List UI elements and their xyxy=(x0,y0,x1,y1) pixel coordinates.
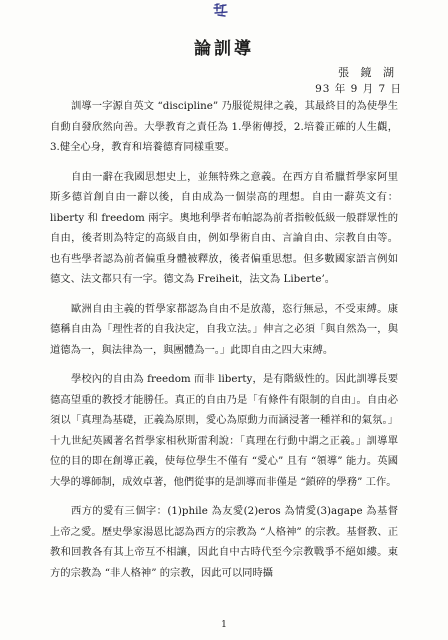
paragraph: 訓導一字源自英文 “discipline” 乃服從規律之義，其最終目的為使學生自動自發欣然向善。大學教育之責任為 1.學術傳授，2.培養正確的人生觀，3.健全心身，教育和培養德育同樣重要。 xyxy=(50,100,398,153)
document-body xyxy=(50,96,398,592)
page-number: 1 xyxy=(221,620,227,630)
paragraph: 西方的愛有三個字：(1)phile 為友愛(2)eros 為情愛(3)agape 為基督上帝之愛。歷史學家湯恩比認為西方的宗教為 “人格神” 的宗教。基督教、正教和回教各有其上帝互不相讓，因此自中古時代至今宗教戰爭不絕如縷。東方的宗教為 “非人格神” 的宗教，因此可以同時攝 xyxy=(50,505,398,579)
paragraph: 歐洲自由主義的哲學家都認為自由不是放蕩，恣行無忌，不受束縛。康德稱自由為「理性者的自我決定，自我立法。」伸言之必須「與自然為一，與道德為一，與法律為一，與團體為一。」此即自由之四大束縛。 xyxy=(50,302,398,356)
document-date: 93 年 9 月 7 日 xyxy=(315,83,402,95)
document-title: 論訓導 xyxy=(194,39,254,59)
paragraph: 學校內的自由為 freedom 而非 liberty，是有階級性的。因此訓導長要德高望重的教授才能勝任。真正的自由乃是「有條件有限制的自由」。自由必須以「真理為基礎，正義為原則，愛心為原動力而涵浸著一種祥和的氣氛。」十九世紀英國著名哲學家相秋斯雷利說：「真理在行動中謂之正義。」訓導單位的目的即在創導正義，使每位學生不僅有 “愛心” 且有 “領導” 能力。英國大學的導師制，成效卓著，他們從事的是訓導而非僅是 “鎖碎的學務” 工作。 xyxy=(50,373,398,488)
paragraph: 自由一辭在我國思想史上，並無特殊之意義。在西方自希臘哲學家阿里斯多德首創自由一辭以後，自由成為一個崇高的理想。自由一辭英文有：liberty 和 freedom 兩字。奧地利學者布帕認為前者指較低級一般群眾性的自由，後者則為特定的高級自由，例如學術自由、言論自由、宗教自由等。也有些學者認為前者偏重身體被釋放，後者偏重思想。但多數國家語言例如德文、法文都只有一字。德文為 Freiheit，法文為 Liberte’。 xyxy=(50,170,398,285)
author-name: 張 鏡 湖 xyxy=(338,66,398,79)
calligraphy-seal-icon xyxy=(212,2,230,18)
